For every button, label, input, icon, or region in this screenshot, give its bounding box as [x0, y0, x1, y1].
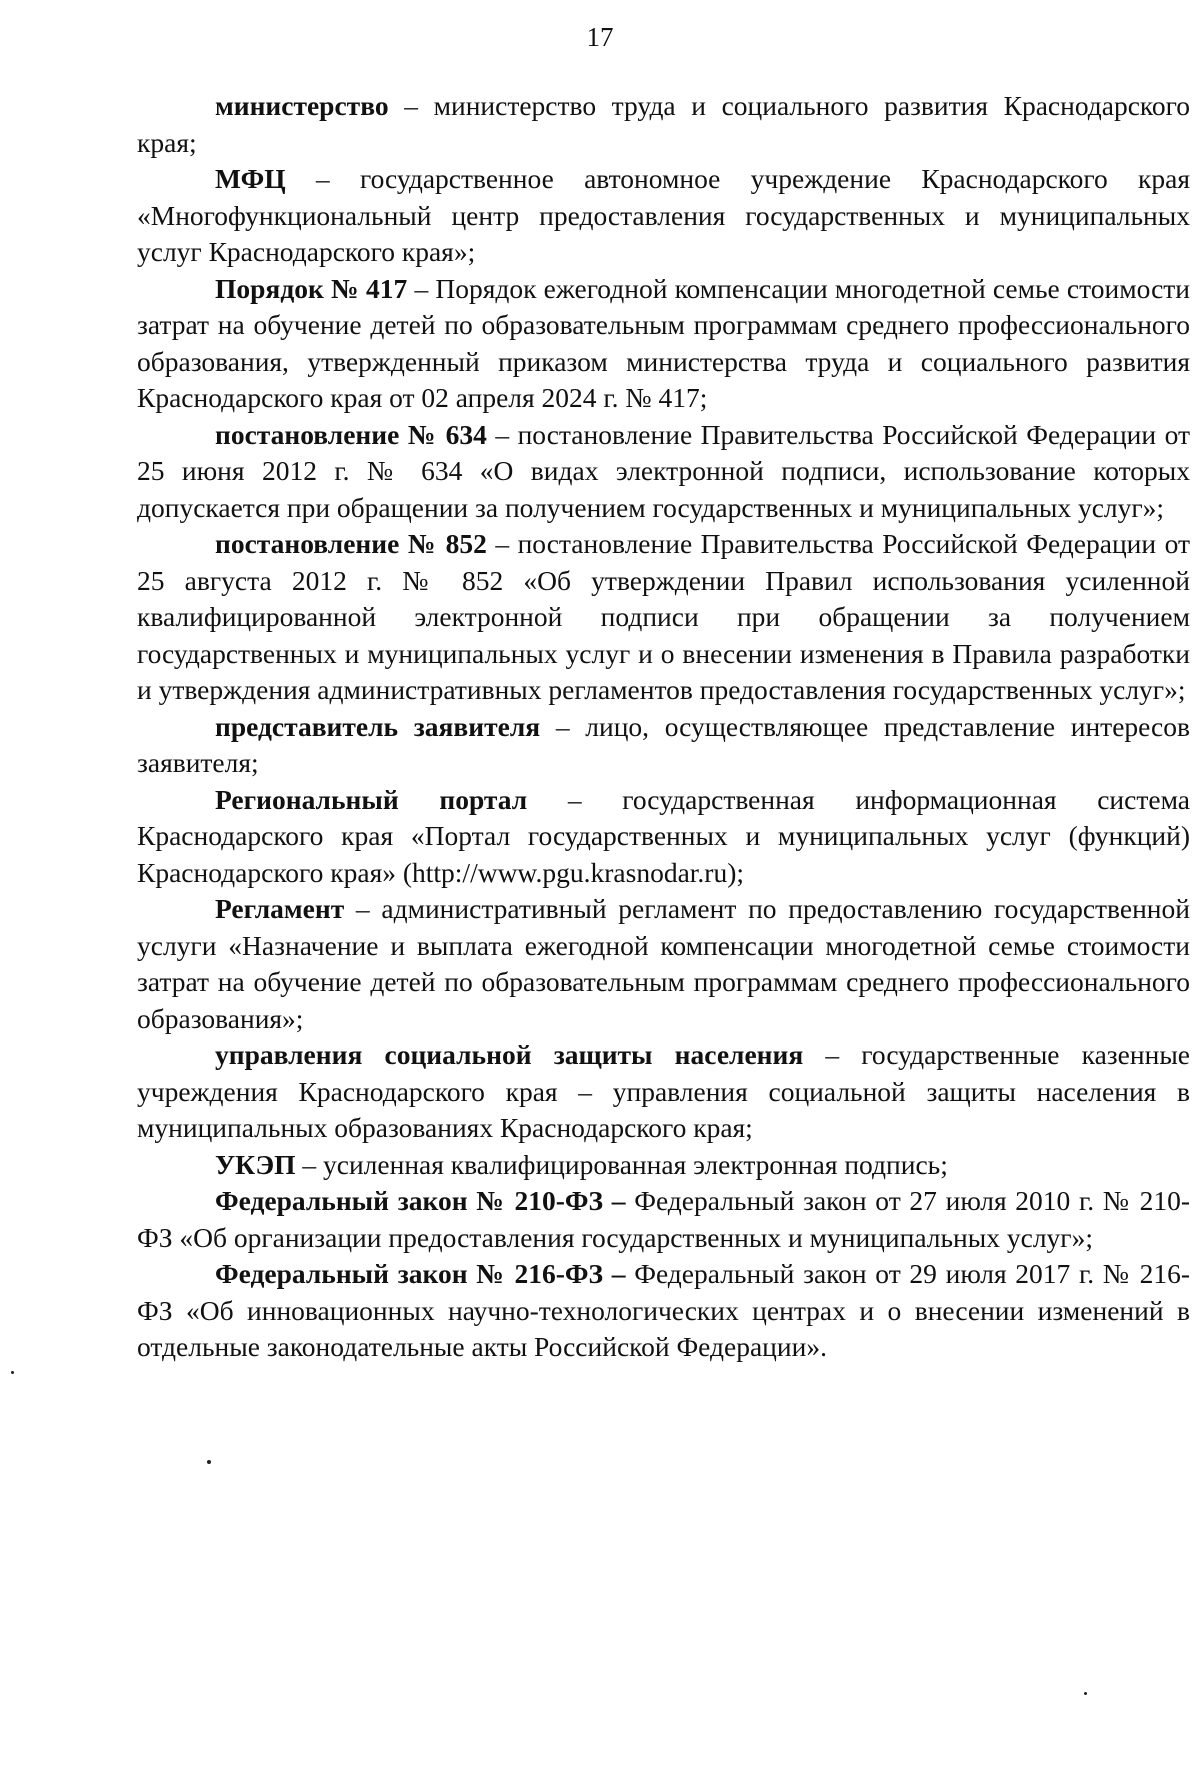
definition-term: постановление № 852	[215, 528, 487, 559]
scan-speck	[1084, 1692, 1087, 1695]
definition-item	[137, 1147, 1190, 1184]
definition-term: Порядок № 417	[215, 272, 408, 304]
definition-text: – министерство труда и социального развития Краснодарского края;	[137, 90, 1190, 158]
definition-term: УКЭП	[215, 1148, 296, 1180]
definition-term: постановление № 634	[215, 418, 487, 450]
definition-term: представитель заявителя	[215, 710, 541, 742]
definition-text: – Порядок ежегодной компенсации многодетной семье стоимости затрат на обучение детей по образовательным программам среднего профессионального образования, утвержденный приказом министерства труда и социального развития Краснодарского края от 02 апреля 2024 г. № 417;	[137, 272, 1191, 413]
definition-text: – усиленная квалифицированная электронная подпись;	[295, 1148, 948, 1180]
definition-text: Федеральный закон от 29 июля 2017 г. № 216-ФЗ «Об инновационных научно-технологических центрах и о внесении изменений в отдельные законодательные акты Российской Федерации».	[137, 1258, 1190, 1362]
definition-term: министерство	[215, 90, 389, 121]
scan-speck	[207, 1460, 211, 1464]
definition-text: Федеральный закон от 27 июля 2010 г. № 210-ФЗ «Об организации предоставления государственных и муниципальных услуг»;	[137, 1185, 1190, 1253]
definitions-list	[137, 88, 1190, 1366]
scan-speck	[11, 1371, 14, 1374]
definition-item	[137, 161, 1190, 271]
definition-term: управления социальной защиты населения	[215, 1039, 804, 1070]
definition-term: Федеральный закон № 216-ФЗ –	[215, 1258, 626, 1289]
definition-text: – административный регламент по предоставлению государственной услуги «Назначение и выплата ежегодной компенсации многодетной семье стоимости затрат на обучение детей по образовательным программам среднего профессионального образования»;	[137, 893, 1190, 1034]
definition-term: Федеральный закон № 210-ФЗ –	[215, 1185, 626, 1216]
definition-text: – лицо, осуществляющее представление интересов заявителя;	[137, 710, 1190, 778]
definition-item	[137, 1037, 1190, 1147]
definition-text: – государственное автономное учреждение Краснодарского края «Многофункциональный центр предоставления государственных и муниципальных услуг Краснодарского края»;	[137, 163, 1190, 267]
definition-text: – постановление Правительства Российской Федерации от 25 июня 2012 г. № 634 «О видах электронной подписи, использование которых допускается при обращении за получением государственных и муниципальных услуг»;	[137, 418, 1190, 523]
definition-text: – государственные казенные учреждения Краснодарского края – управления социальной защиты населения в муниципальных образованиях Краснодарского края;	[137, 1039, 1190, 1143]
definition-text: – постановление Правительства Российской Федерации от 25 августа 2012 г. № 852 «Об утверждении Правил использования усиленной квалифицированной электронной подписи при обращении за получением государственных и муниципальных услуг и о внесении изменения в Правила разработки и утверждения административных регламентов предоставления государственных услуг»;	[137, 528, 1190, 705]
definition-item	[137, 88, 1190, 161]
definition-item	[137, 709, 1190, 782]
definition-item	[137, 1183, 1190, 1256]
definition-term: Региональный портал	[215, 783, 528, 815]
definition-term: Регламент	[215, 893, 345, 924]
definition-text: – государственная информационная система Краснодарского края «Портал государственных и муниципальных услуг (функций) Краснодарского края» (http://www.pgu.krasnodar.ru);	[137, 783, 1191, 888]
definition-item	[137, 1256, 1190, 1366]
definition-term: МФЦ	[215, 163, 286, 194]
definition-item	[137, 891, 1190, 1037]
definition-item	[137, 526, 1190, 709]
definition-item	[137, 782, 1190, 892]
page-number: 17	[586, 22, 614, 52]
definition-item	[137, 417, 1190, 527]
definition-item	[137, 271, 1190, 417]
